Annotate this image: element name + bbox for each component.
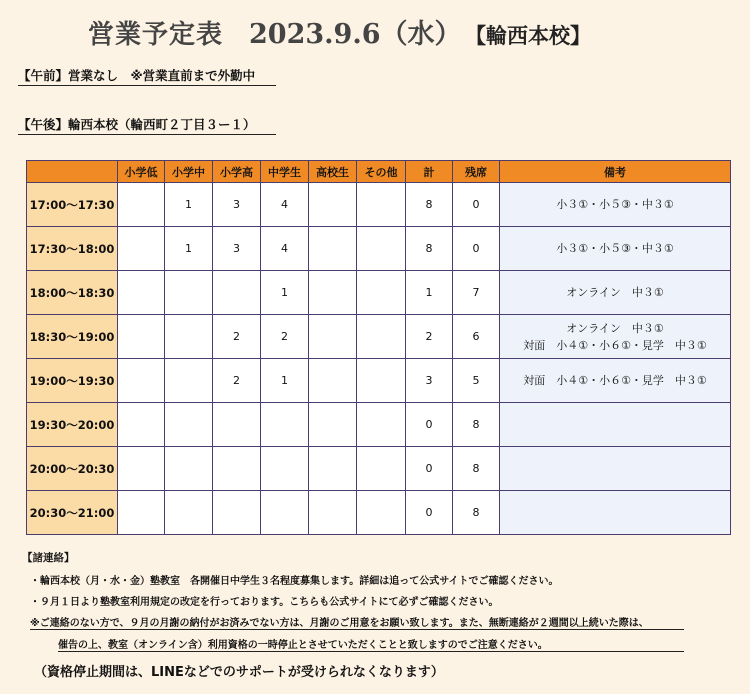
remark-cell [500,491,731,535]
remark-line: オンライン 中３① [566,286,664,299]
schedule-table [26,160,731,535]
title-school: 【輪西本校】 [475,23,592,48]
remark-line: 対面 小４①・小６①・見学 中３① [523,338,707,352]
count-cell [357,359,406,403]
morning-notice: 【午前】営業なし ※営業直前まで外勤中 [18,66,276,86]
table-row [27,403,731,447]
notice-line-2: ・９月１日より塾教室利用規定の改定を行っております。こちらも公式サイトにて必ずご確認ください。 [30,597,499,608]
title-text: 営業予定表 [88,20,224,50]
table-header-row [27,161,731,183]
table-row [27,359,731,403]
column-header: 中学生 [261,161,309,183]
remark-cell [500,227,731,271]
count-cell [165,271,213,315]
time-slot: 17:30〜18:00 [27,227,118,271]
count-cell [213,271,261,315]
count-cell [118,491,165,535]
count-cell [309,183,357,227]
count-cell: 0 [406,491,453,535]
count-cell: 2 [261,315,309,359]
count-cell [357,227,406,271]
count-cell [118,183,165,227]
count-cell: 3 [213,227,261,271]
count-cell [118,447,165,491]
count-cell [118,403,165,447]
count-cell [165,403,213,447]
count-cell [118,227,165,271]
remark-cell [500,403,731,447]
time-slot: 18:30〜19:00 [27,315,118,359]
count-cell [357,271,406,315]
remark-line: オンライン 中３① [566,321,664,335]
remark-cell [500,183,731,227]
time-slot: 20:30〜21:00 [27,491,118,535]
count-cell: 8 [406,183,453,227]
count-cell: 8 [453,403,500,447]
count-cell: 1 [406,271,453,315]
notice-line-1: ・輪西本校（月・水・金）塾教室 各開催日中学生３名程度募集します。詳細は追って公式サイトでご確認ください。 [30,576,559,587]
column-header: 高校生 [309,161,357,183]
remark-cell [500,447,731,491]
count-cell [309,403,357,447]
count-cell: 0 [453,227,500,271]
page-title [0,12,750,51]
count-cell [165,491,213,535]
count-cell: 1 [261,359,309,403]
remark-cell [500,359,731,403]
remark-line: 小３①・小５③・中３① [556,198,674,211]
count-cell [118,271,165,315]
remark-line: 小３①・小５③・中３① [556,242,674,255]
count-cell [357,491,406,535]
column-header: 残席 [453,161,500,183]
count-cell: 4 [261,227,309,271]
remark-cell [500,315,731,359]
count-cell: 8 [453,447,500,491]
count-cell [309,447,357,491]
title-date: 2023.9.6（水） [249,19,462,50]
column-header: 小学低 [118,161,165,183]
count-cell: 3 [213,183,261,227]
count-cell: 8 [406,227,453,271]
count-cell [309,359,357,403]
count-cell [118,359,165,403]
count-cell: 2 [213,359,261,403]
count-cell: 6 [453,315,500,359]
time-slot: 17:00〜17:30 [27,183,118,227]
count-cell [357,447,406,491]
count-cell: 7 [453,271,500,315]
notices-heading: 【諸連絡】 [22,552,75,564]
table-row [27,491,731,535]
table-row [27,227,731,271]
count-cell [213,491,261,535]
count-cell [213,403,261,447]
count-cell [309,271,357,315]
column-header: その他 [357,161,406,183]
count-cell: 2 [406,315,453,359]
count-cell [309,315,357,359]
count-cell: 1 [165,227,213,271]
count-cell [261,403,309,447]
count-cell [357,183,406,227]
table-row [27,315,731,359]
count-cell: 1 [165,183,213,227]
count-cell: 4 [261,183,309,227]
count-cell [165,315,213,359]
count-cell [261,491,309,535]
afternoon-notice: 【午後】輪西本校（輪西町２丁目３ー１） [18,115,276,135]
suspension-note: （資格停止期間は、LINEなどでのサポートが受けられなくなります） [34,665,444,680]
notice-line-3: ※ご連絡のない方で、９月の月謝の納付がお済みでない方は、月謝のご用意をお願い致します。また、無断連絡が２週間以上続いた際は、 [30,614,684,630]
time-slot: 19:30〜20:00 [27,403,118,447]
count-cell [309,227,357,271]
remark-cell [500,271,731,315]
count-cell [165,447,213,491]
count-cell: 0 [406,447,453,491]
remark-line: 対面 小４①・小６①・見学 中３① [523,374,707,387]
table-row [27,447,731,491]
count-cell: 0 [453,183,500,227]
count-cell [357,315,406,359]
count-cell [357,403,406,447]
count-cell: 1 [261,271,309,315]
notice-line-4: 催告の上、教室（オンライン含）利用資格の一時停止とさせていただくことと致しますのでご注意ください。 [58,636,684,652]
count-cell: 2 [213,315,261,359]
time-slot: 18:00〜18:30 [27,271,118,315]
count-cell: 5 [453,359,500,403]
count-cell [213,447,261,491]
column-header: 計 [406,161,453,183]
count-cell: 0 [406,403,453,447]
column-header: 小学中 [165,161,213,183]
count-cell [118,315,165,359]
count-cell [309,491,357,535]
column-header: 小学高 [213,161,261,183]
count-cell: 3 [406,359,453,403]
count-cell [165,359,213,403]
header-corner [27,161,118,183]
column-header: 備考 [500,161,731,183]
table-row [27,183,731,227]
time-slot: 20:00〜20:30 [27,447,118,491]
table-row [27,271,731,315]
time-slot: 19:00〜19:30 [27,359,118,403]
count-cell [261,447,309,491]
count-cell: 8 [453,491,500,535]
